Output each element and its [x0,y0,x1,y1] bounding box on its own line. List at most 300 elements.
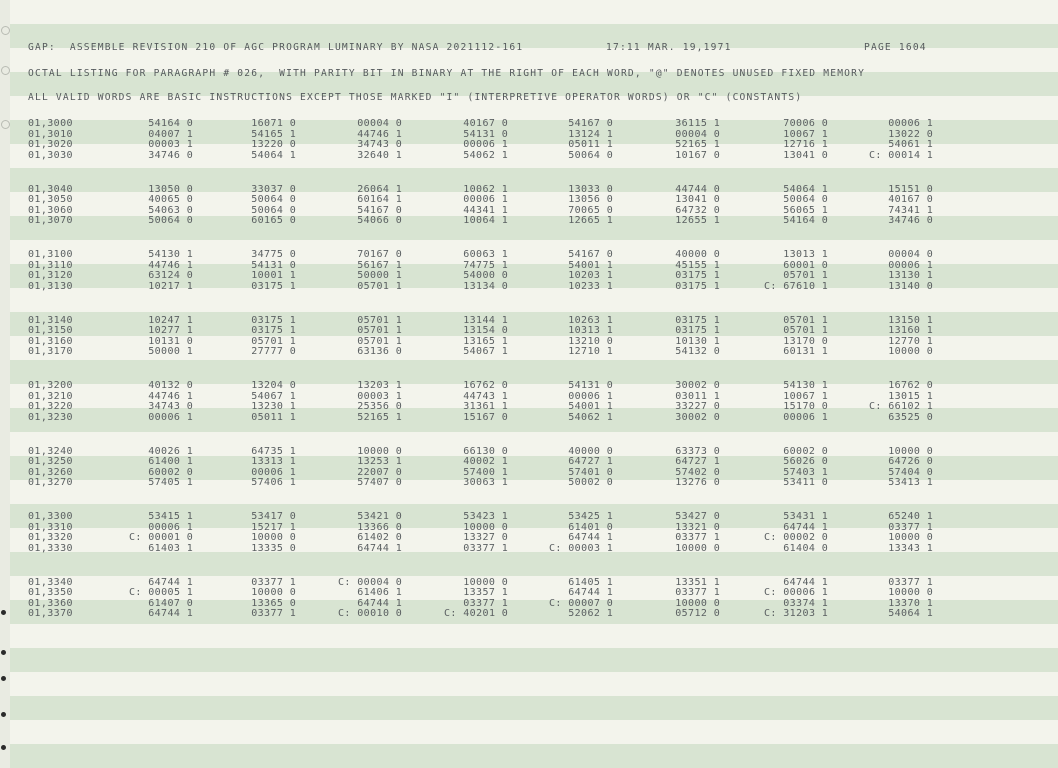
octal-word: 10247 1 [148,314,194,326]
octal-word: 13041 0 [783,149,829,161]
octal-word: 10000 0 [251,532,297,544]
octal-word: 54164 0 [783,215,829,227]
octal-word: 10130 1 [675,335,721,347]
memory-address: 01,3050 [28,194,73,206]
octal-word: 64744 1 [148,576,194,588]
octal-word: 03175 1 [675,314,721,326]
octal-word: 54064 1 [251,149,297,161]
memory-address: 01,3330 [28,542,73,554]
octal-word: 03377 1 [463,542,509,554]
octal-word: 52062 1 [568,608,614,620]
memory-address: 01,3030 [28,149,73,161]
octal-word: 57405 1 [148,477,194,489]
octal-word: 00006 1 [148,521,194,533]
constant-word: C: 00004 0 [338,576,403,588]
octal-word: 57400 1 [463,466,509,478]
octal-word: 05011 1 [568,139,614,151]
feed-hole-icon [1,650,6,655]
octal-word: 74775 1 [463,259,509,271]
octal-word: 13370 1 [888,597,934,609]
octal-word: 12710 1 [568,346,614,358]
octal-word: 10000 0 [357,445,403,457]
octal-word: 61402 0 [357,532,403,544]
octal-word: 00006 1 [148,411,194,423]
octal-word: 10000 0 [463,521,509,533]
octal-word: 64744 1 [357,542,403,554]
octal-word: 54167 0 [357,204,403,216]
memory-address: 01,3200 [28,380,73,391]
octal-word: 60164 1 [357,194,403,206]
octal-word: 10263 1 [568,314,614,326]
octal-word: 03175 1 [251,280,297,292]
memory-address: 01,3150 [28,325,73,337]
octal-word: 40026 1 [148,445,194,457]
constant-word: C: 40201 0 [444,608,509,620]
octal-word: 12655 1 [675,215,721,227]
octal-word: 03377 1 [251,576,297,588]
octal-word: 00006 1 [783,411,829,423]
octal-word: 50000 1 [148,346,194,358]
octal-word: 40132 0 [148,380,194,391]
octal-word: 05701 1 [357,325,403,337]
octal-word: 54001 1 [568,259,614,271]
octal-word: 53423 1 [463,511,509,522]
octal-word: 10000 0 [675,597,721,609]
octal-word: 13366 0 [357,521,403,533]
header-listing-description: OCTAL LISTING FOR PARAGRAPH # 026, WITH PARITY BIT IN BINARY AT THE RIGHT OF EACH WORD, "@" DENOTES UNUSED FIXED MEMORY [28,68,866,79]
octal-word: 05011 1 [251,411,297,423]
header-page-number: PAGE 1604 [864,42,927,53]
octal-word: 63136 0 [357,346,403,358]
memory-address: 01,3260 [28,466,73,478]
octal-word: 13140 0 [888,280,934,292]
octal-word: 34743 0 [148,401,194,413]
octal-word: 16762 0 [888,380,934,391]
octal-word: 64744 1 [568,532,614,544]
octal-word: 45155 1 [675,259,721,271]
octal-word: 00003 1 [148,139,194,151]
octal-word: 16762 0 [463,380,509,391]
memory-address: 01,3040 [28,183,73,195]
octal-word: 16071 0 [251,118,297,129]
octal-word: 64744 1 [148,608,194,620]
octal-word: 61404 0 [783,542,829,554]
octal-word: 54000 0 [463,270,509,282]
octal-word: 13313 1 [251,456,297,468]
octal-word: 31361 1 [463,401,509,413]
octal-word: 03011 1 [675,390,721,402]
octal-word: 54067 1 [463,346,509,358]
memory-address: 01,3250 [28,456,73,468]
constant-word: C: 66102 1 [869,401,934,413]
octal-word: 56167 1 [357,259,403,271]
octal-word: 54131 0 [568,380,614,391]
memory-address: 01,3160 [28,335,73,347]
octal-word: 03374 1 [783,597,829,609]
octal-word: 44746 1 [148,259,194,271]
octal-word: 54064 1 [888,608,934,620]
constant-word: C: 00001 0 [129,532,194,544]
header-assembly-line: GAP: ASSEMBLE REVISION 210 OF AGC PROGRAM LUMINARY BY NASA 2021112-161 [28,42,524,53]
octal-word: 50064 0 [783,194,829,206]
constant-word: C: 00002 0 [764,532,829,544]
octal-word: 53431 1 [783,511,829,522]
octal-word: 03175 1 [251,314,297,326]
octal-word: 60002 0 [148,466,194,478]
memory-address: 01,3350 [28,587,73,599]
octal-word: 03175 1 [675,280,721,292]
memory-address: 01,3300 [28,511,73,522]
octal-word: 13041 0 [675,194,721,206]
octal-word: 05701 1 [357,280,403,292]
octal-word: 13343 1 [888,542,934,554]
octal-word: 60002 0 [783,445,829,457]
octal-word: 13230 1 [251,401,297,413]
octal-word: 10233 1 [568,280,614,292]
octal-word: 13321 0 [675,521,721,533]
octal-word: 30002 0 [675,380,721,391]
octal-word: 05701 1 [357,335,403,347]
memory-address: 01,3170 [28,346,73,358]
memory-address: 01,3320 [28,532,73,544]
octal-word: 64744 1 [357,597,403,609]
octal-word: 52165 1 [675,139,721,151]
octal-word: 54131 0 [251,259,297,271]
tractor-feed-margin [0,0,10,768]
octal-word: 56065 1 [783,204,829,216]
octal-word: 53415 1 [148,511,194,522]
octal-word: 60001 0 [783,259,829,271]
octal-word: 40167 0 [888,194,934,206]
constant-word: C: 00014 1 [869,149,934,161]
octal-word: 13033 0 [568,183,614,195]
octal-word: 13160 1 [888,325,934,337]
octal-word: 00006 1 [888,259,934,271]
octal-word: 34775 0 [251,249,297,260]
memory-address: 01,3010 [28,128,73,140]
octal-word: 34746 0 [888,215,934,227]
octal-word: 44746 1 [148,390,194,402]
octal-word: 64744 1 [568,587,614,599]
octal-word: 64727 1 [675,456,721,468]
octal-word: 64726 0 [888,456,934,468]
octal-word: 54130 1 [148,249,194,260]
octal-word: 13335 0 [251,542,297,554]
feed-hole-icon [1,610,6,615]
octal-word: 03175 1 [251,325,297,337]
octal-word: 64744 1 [783,521,829,533]
octal-word: 03377 1 [888,521,934,533]
memory-address: 01,3310 [28,521,73,533]
octal-word: 40000 0 [568,445,614,457]
feed-hole-icon [1,120,10,129]
octal-word: 70065 0 [568,204,614,216]
octal-word: 60165 0 [251,215,297,227]
octal-word: 56026 0 [783,456,829,468]
memory-address: 01,3100 [28,249,73,260]
octal-word: 34743 0 [357,139,403,151]
octal-word: 15217 1 [251,521,297,533]
memory-address: 01,3370 [28,608,73,620]
octal-word: 61405 1 [568,576,614,588]
octal-word: 57401 0 [568,466,614,478]
octal-word: 65240 1 [888,511,934,522]
octal-word: 13130 1 [888,270,934,282]
octal-word: 15167 0 [463,411,509,423]
memory-address: 01,3220 [28,401,73,413]
octal-word: 05701 1 [783,325,829,337]
octal-word: 13351 1 [675,576,721,588]
octal-word: 03377 1 [463,597,509,609]
octal-word: 57406 1 [251,477,297,489]
octal-word: 10167 0 [675,149,721,161]
octal-word: 32640 1 [357,149,403,161]
octal-word: 00006 1 [463,194,509,206]
octal-word: 00004 0 [675,128,721,140]
octal-word: 00006 1 [888,118,934,129]
octal-word: 54164 0 [148,118,194,129]
octal-word: 64744 1 [783,576,829,588]
octal-word: 10062 1 [463,183,509,195]
octal-word: 60063 1 [463,249,509,260]
feed-hole-icon [1,66,10,75]
octal-word: 54167 0 [568,249,614,260]
octal-word: 66130 0 [463,445,509,457]
octal-word: 12716 1 [783,139,829,151]
octal-word: 10000 0 [888,587,934,599]
octal-word: 10203 1 [568,270,614,282]
octal-word: 36115 1 [675,118,721,129]
octal-word: 13150 1 [888,314,934,326]
octal-word: 44746 1 [357,128,403,140]
octal-word: 13056 0 [568,194,614,206]
octal-word: 30063 1 [463,477,509,489]
octal-word: 60131 1 [783,346,829,358]
octal-word: 57407 0 [357,477,403,489]
memory-address: 01,3270 [28,477,73,489]
octal-word: 10131 0 [148,335,194,347]
octal-word: 50000 1 [357,270,403,282]
octal-word: 10000 0 [251,587,297,599]
octal-word: 10001 1 [251,270,297,282]
octal-word: 54130 1 [783,380,829,391]
octal-word: 13210 0 [568,335,614,347]
octal-word: 53425 1 [568,511,614,522]
octal-word: 54066 0 [357,215,403,227]
octal-word: 63373 0 [675,445,721,457]
octal-word: 70167 0 [357,249,403,260]
octal-word: 64727 1 [568,456,614,468]
memory-address: 01,3130 [28,280,73,292]
octal-word: 74341 1 [888,204,934,216]
feed-hole-icon [1,745,6,750]
octal-word: 33227 0 [675,401,721,413]
constant-word: C: 67610 1 [764,280,829,292]
octal-word: 61403 1 [148,542,194,554]
octal-word: 40000 0 [675,249,721,260]
octal-word: 15151 0 [888,183,934,195]
octal-word: 13022 0 [888,128,934,140]
octal-word: 50064 0 [568,149,614,161]
memory-address: 01,3000 [28,118,73,129]
octal-word: 03175 1 [675,325,721,337]
constant-word: C: 00005 1 [129,587,194,599]
octal-word: 13144 1 [463,314,509,326]
octal-word: 22007 0 [357,466,403,478]
octal-word: 13015 1 [888,390,934,402]
octal-word: 05701 1 [357,314,403,326]
octal-word: 50002 0 [568,477,614,489]
octal-word: 00006 1 [463,139,509,151]
constant-word: C: 00007 0 [549,597,614,609]
octal-word: 50064 0 [148,215,194,227]
octal-word: 44341 1 [463,204,509,216]
octal-word: 40002 1 [463,456,509,468]
octal-word: 33037 0 [251,183,297,195]
octal-word: 54062 1 [568,411,614,423]
octal-word: 04007 1 [148,128,194,140]
octal-word: 44744 0 [675,183,721,195]
octal-word: 53411 0 [783,477,829,489]
octal-word: 05701 1 [783,314,829,326]
octal-word: 63525 0 [888,411,934,423]
feed-hole-icon [1,676,6,681]
memory-address: 01,3240 [28,445,73,457]
octal-word: 64735 1 [251,445,297,457]
octal-word: 10000 0 [888,532,934,544]
octal-word: 13203 1 [357,380,403,391]
memory-address: 01,3360 [28,597,73,609]
memory-address: 01,3120 [28,270,73,282]
octal-word: 10000 0 [888,445,934,457]
octal-word: 54001 1 [568,401,614,413]
octal-word: 64732 0 [675,204,721,216]
constant-word: C: 00003 1 [549,542,614,554]
memory-address: 01,3020 [28,139,73,151]
octal-word: 15170 0 [783,401,829,413]
octal-word: 44743 1 [463,390,509,402]
octal-word: 50064 0 [251,204,297,216]
octal-word: 10000 0 [463,576,509,588]
octal-word: 53417 0 [251,511,297,522]
octal-word: 53427 0 [675,511,721,522]
octal-word: 03175 1 [675,270,721,282]
octal-word: 12770 1 [888,335,934,347]
octal-word: 61401 0 [568,521,614,533]
constant-word: C: 00010 0 [338,608,403,620]
octal-word: 13204 0 [251,380,297,391]
octal-word: 54064 1 [783,183,829,195]
octal-word: 13365 0 [251,597,297,609]
octal-word: 34746 0 [148,149,194,161]
octal-word: 25356 0 [357,401,403,413]
octal-word: 61406 1 [357,587,403,599]
constant-word: C: 31203 1 [764,608,829,620]
octal-word: 10277 1 [148,325,194,337]
octal-word: 61407 0 [148,597,194,609]
memory-address: 01,3140 [28,314,73,326]
octal-word: 57402 0 [675,466,721,478]
octal-word: 54167 0 [568,118,614,129]
memory-address: 01,3340 [28,576,73,588]
header-timestamp: 17:11 MAR. 19,1971 [606,42,732,53]
octal-word: 10217 1 [148,280,194,292]
constant-word: C: 00006 1 [764,587,829,599]
octal-word: 52165 1 [357,411,403,423]
octal-word: 05712 0 [675,608,721,620]
memory-address: 01,3110 [28,259,73,271]
octal-word: 53413 1 [888,477,934,489]
octal-word: 54062 1 [463,149,509,161]
octal-word: 50064 0 [251,194,297,206]
octal-word: 10313 1 [568,325,614,337]
header-word-legend: ALL VALID WORDS ARE BASIC INSTRUCTIONS EXCEPT THOSE MARKED "I" (INTERPRETIVE OPERATOR WORDS) OR "C" (CONSTANTS) [28,92,803,103]
octal-word: 10067 1 [783,128,829,140]
octal-word: 40065 0 [148,194,194,206]
memory-address: 01,3230 [28,411,73,423]
octal-word: 53421 0 [357,511,403,522]
octal-word: 54165 1 [251,128,297,140]
octal-word: 54063 0 [148,204,194,216]
feed-hole-icon [1,26,10,35]
octal-word: 00006 1 [251,466,297,478]
memory-address: 01,3070 [28,215,73,227]
octal-word: 03377 1 [888,576,934,588]
octal-word: 03377 1 [675,532,721,544]
octal-word: 13327 0 [463,532,509,544]
octal-word: 13050 0 [148,183,194,195]
octal-word: 63124 0 [148,270,194,282]
octal-word: 12665 1 [568,215,614,227]
octal-word: 54067 1 [251,390,297,402]
octal-word: 54061 1 [888,139,934,151]
octal-word: 00004 0 [357,118,403,129]
octal-word: 05701 1 [783,270,829,282]
octal-word: 70006 0 [783,118,829,129]
octal-word: 13170 0 [783,335,829,347]
octal-word: 13013 1 [783,249,829,260]
octal-word: 03377 1 [675,587,721,599]
octal-word: 13220 0 [251,139,297,151]
octal-word: 57403 1 [783,466,829,478]
octal-word: 13134 0 [463,280,509,292]
octal-word: 54132 0 [675,346,721,358]
octal-word: 00004 0 [888,249,934,260]
octal-word: 10000 0 [888,346,934,358]
octal-word: 13276 0 [675,477,721,489]
octal-word: 30002 0 [675,411,721,423]
octal-word: 13165 1 [463,335,509,347]
octal-word: 26064 1 [357,183,403,195]
memory-address: 01,3210 [28,390,73,402]
octal-word: 61400 1 [148,456,194,468]
octal-word: 13253 1 [357,456,403,468]
octal-word: 00006 1 [568,390,614,402]
octal-word: 27777 0 [251,346,297,358]
octal-word: 05701 1 [251,335,297,347]
octal-word: 13357 1 [463,587,509,599]
octal-word: 10067 1 [783,390,829,402]
octal-word: 54131 0 [463,128,509,140]
feed-hole-icon [1,712,6,717]
octal-word: 10000 0 [675,542,721,554]
octal-word: 10064 1 [463,215,509,227]
octal-word: 13154 0 [463,325,509,337]
memory-address: 01,3060 [28,204,73,216]
octal-word: 00003 1 [357,390,403,402]
octal-word: 57404 0 [888,466,934,478]
octal-word: 03377 1 [251,608,297,620]
